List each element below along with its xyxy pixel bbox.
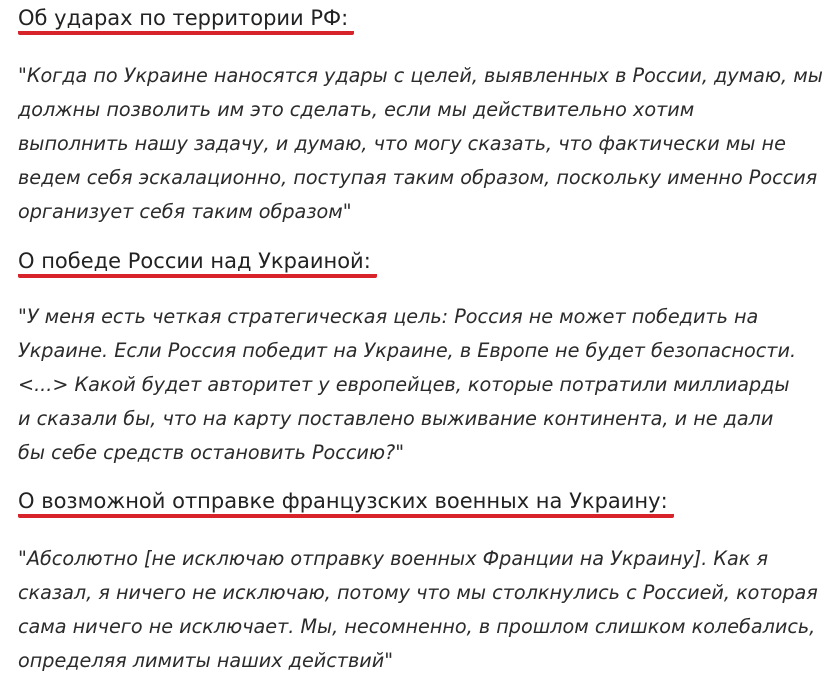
quote-line: сама ничего не исключает. Мы, несомненно, в прошлом слишком колебались,: [18, 615, 816, 638]
quote-line: ведем себя эскалационно, поступая таким образом, поскольку именно Россия: [18, 166, 818, 189]
section-heading: О возможной отправке французских военных на Украину:: [18, 488, 674, 518]
quote-line: бы себе средств остановить Россию?": [18, 441, 405, 464]
section-victory: [18, 248, 828, 470]
quote-line: Украине. Если Россия победит на Украине, в Европе не будет безопасности.: [18, 339, 797, 362]
section-troops: [18, 488, 828, 678]
quote-line: "Абсолютно [не исключаю отправку военных Франции на Украину]. Как я: [18, 547, 769, 570]
quote-line: организует себя таким образом": [18, 200, 352, 223]
quote-line: "У меня есть четкая стратегическая цель: Россия не может победить на: [18, 305, 759, 328]
quote-text: [18, 542, 828, 678]
section-heading: Об ударах по территории РФ:: [18, 5, 354, 35]
quote-line: сказал, я ничего не исключаю, потому что мы столкнулись с Россией, которая: [18, 581, 818, 604]
quote-text: [18, 300, 828, 470]
quote-text: [18, 59, 828, 229]
section-heading: О победе России над Украиной:: [18, 248, 377, 278]
section-strikes: [18, 5, 828, 229]
quote-line: "Когда по Украине наносятся удары с целей, выявленных в России, думаю, мы: [18, 64, 823, 87]
quote-line: определяя лимиты наших действий": [18, 649, 394, 672]
quote-line: и сказали бы, что на карту поставлено выживание континента, и не дали: [18, 407, 774, 430]
quote-line: <...> Какой будет авторитет у европейцев, которые потратили миллиарды: [18, 373, 790, 396]
quote-line: выполнить нашу задачу, и думаю, что могу сказать, что фактически мы не: [18, 132, 786, 155]
quote-line: должны позволить им это сделать, если мы действительно хотим: [18, 98, 695, 121]
